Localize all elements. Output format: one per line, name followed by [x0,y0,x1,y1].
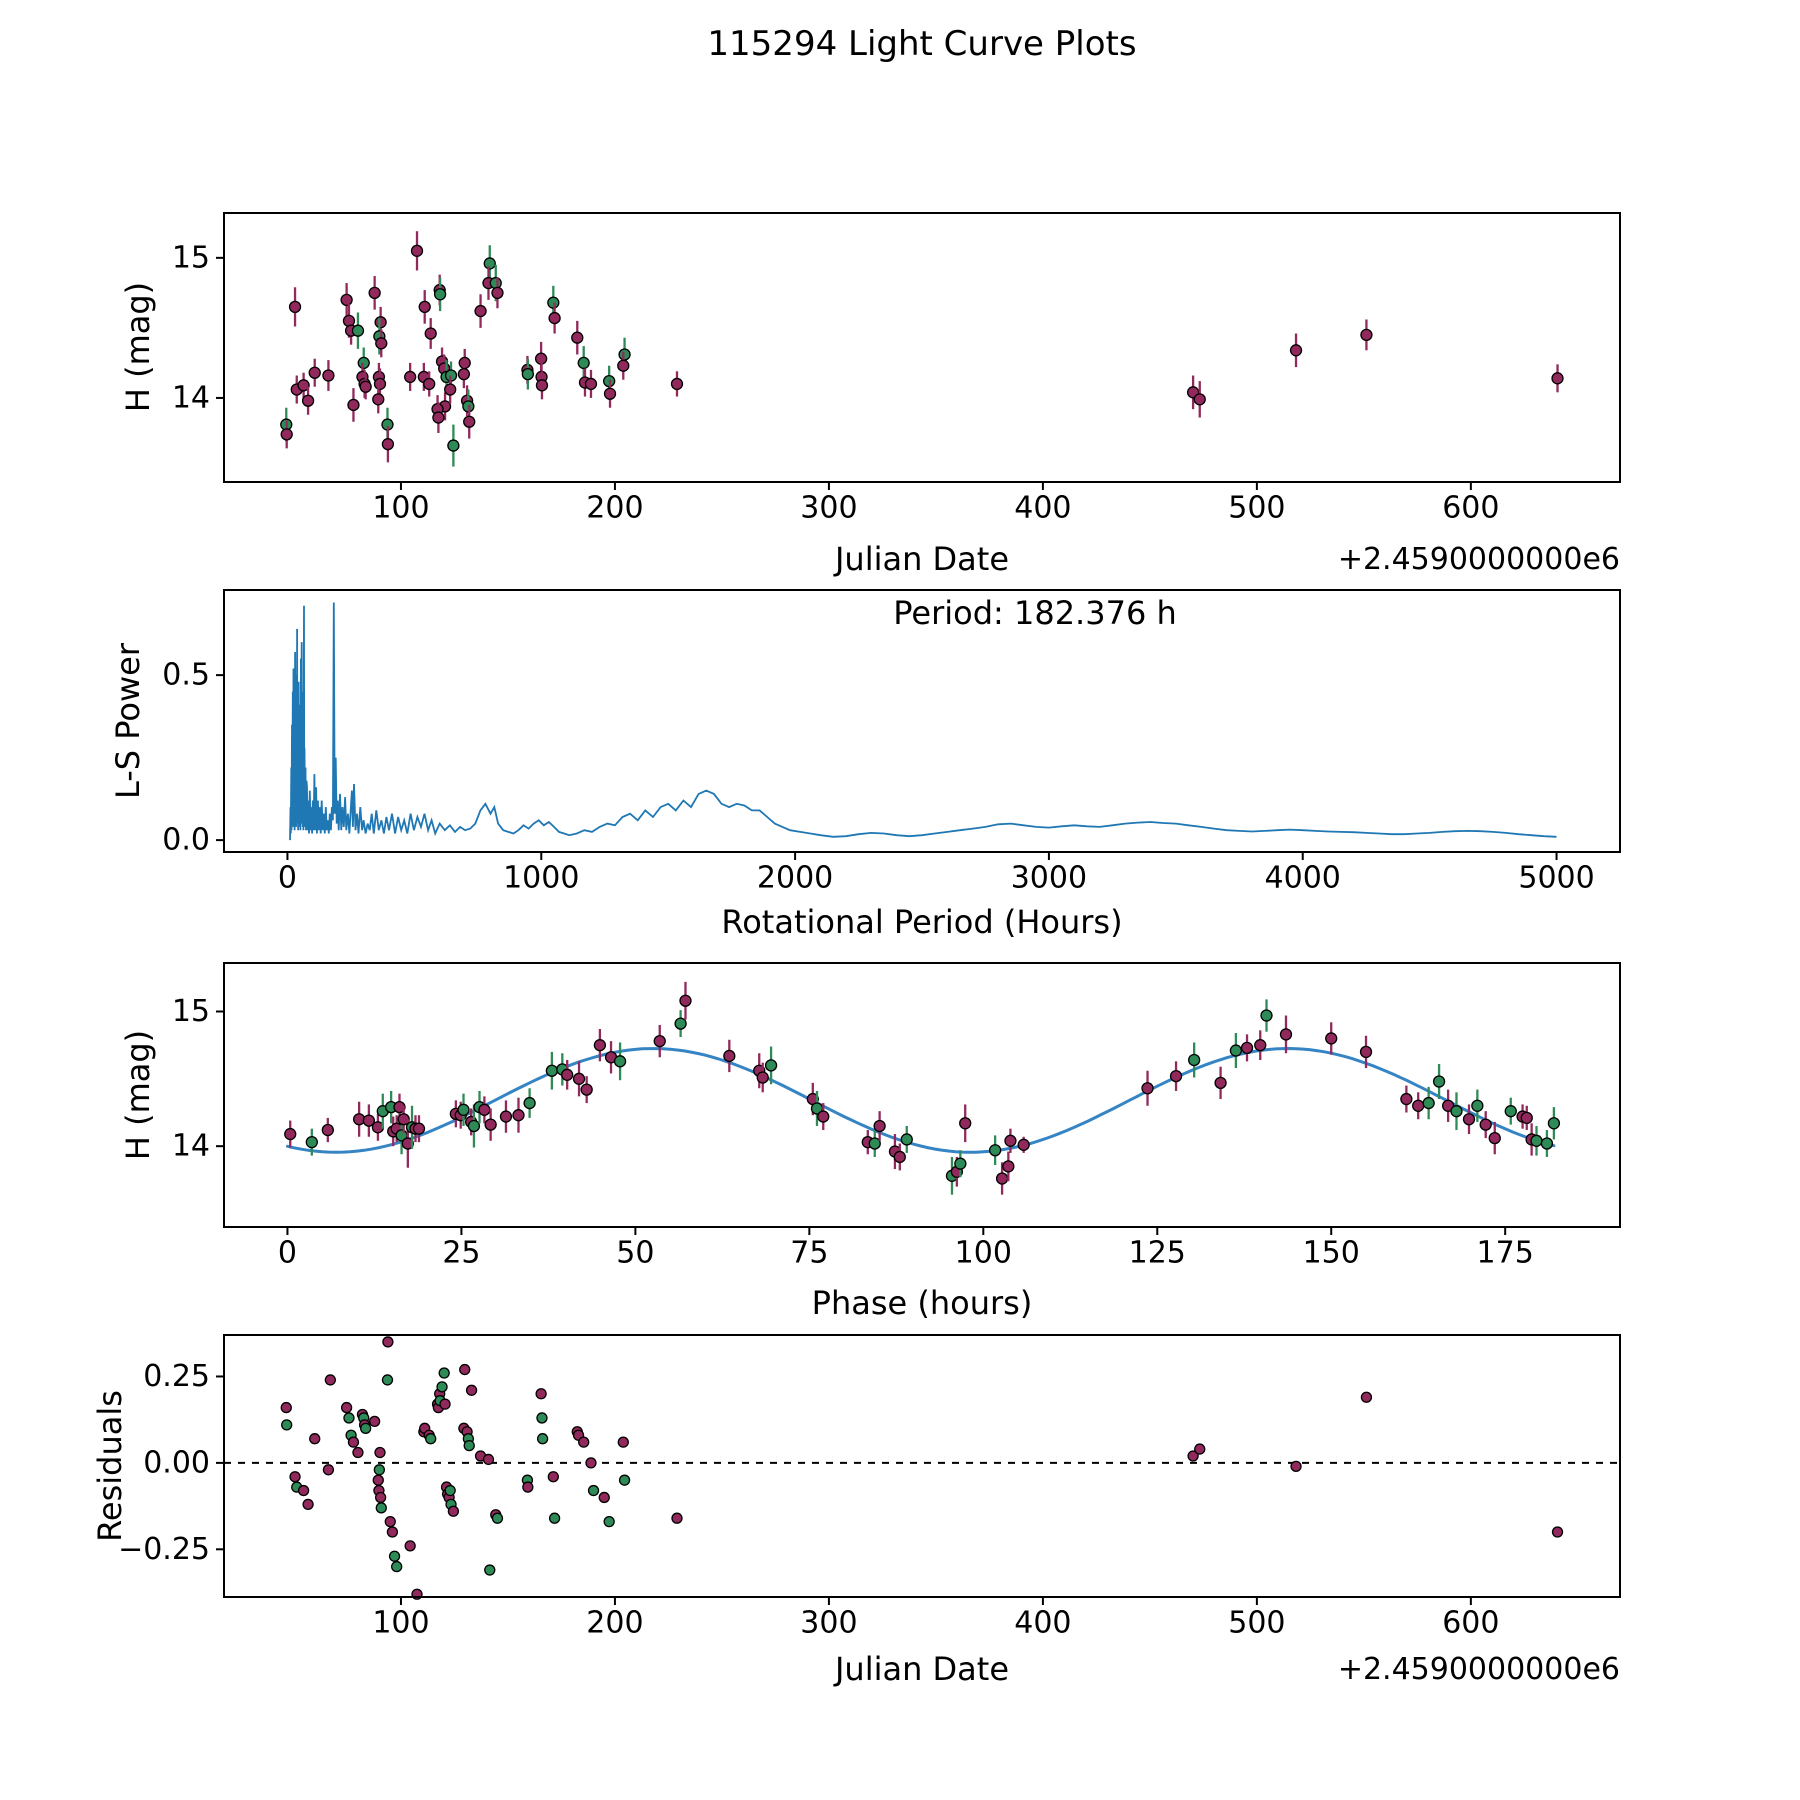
data-point [724,1050,735,1061]
data-point [671,378,682,389]
data-point [425,328,436,339]
x-tick-label: 125 [1128,1235,1186,1271]
axis-label-julian-date-bottom: Julian Date [834,1650,1010,1688]
x-tick-label: 100 [954,1235,1012,1271]
data-point [536,1389,546,1399]
data-point [1361,1392,1371,1402]
data-point [1472,1100,1483,1111]
data-point [323,1465,333,1475]
data-point [282,1420,292,1430]
subplot-phase [172,963,1620,1271]
data-point [536,380,547,391]
data-point [342,1403,352,1413]
y-tick-label: 0.00 [143,1445,210,1481]
y-tick-label: 15 [171,240,210,276]
data-point [383,1337,393,1347]
x-tick-label: 3000 [1010,860,1088,896]
data-point [757,1072,768,1083]
x-tick-label: 100 [372,1605,430,1641]
data-point [439,1368,449,1378]
data-point [387,1527,397,1537]
data-point [361,1423,371,1433]
data-point [1552,373,1563,384]
x-tick-label: 25 [442,1235,481,1271]
data-point [382,439,393,450]
data-point [1195,1444,1205,1454]
data-point [1215,1077,1226,1088]
axis-offset-julian-date-bottom: +2.4590000000e6 [1337,1652,1620,1687]
data-point [599,1492,609,1502]
data-point [874,1120,885,1131]
data-point [1434,1076,1445,1087]
data-point [376,1492,386,1502]
data-point [458,1104,469,1115]
x-tick-label: 600 [1442,1605,1500,1641]
x-tick-label: 50 [616,1235,655,1271]
data-point [375,1448,385,1458]
data-point [1361,329,1372,340]
data-point [290,301,301,312]
data-point [538,1434,548,1444]
data-point [358,357,369,368]
data-point [654,1036,665,1047]
data-point [955,1158,966,1169]
data-point [303,395,314,406]
data-point [343,315,354,326]
y-tick-label: 15 [171,993,210,1029]
data-point [1464,1114,1475,1125]
data-point [310,1434,320,1444]
data-point [546,1065,557,1076]
data-point [1326,1033,1337,1044]
data-point [1361,1046,1372,1057]
data-point [435,289,446,300]
y-tick-label: 0.5 [162,657,210,693]
data-point [376,1503,386,1513]
data-point [353,1448,363,1458]
y-tick-label: 14 [171,1128,210,1164]
data-point [370,1416,380,1426]
data-point [426,1434,436,1444]
data-point [458,369,469,380]
subplot-lightcurve [172,213,1620,526]
data-point [1401,1094,1412,1105]
data-point [281,429,292,440]
data-point [385,1517,395,1527]
data-point [523,1482,533,1492]
data-point [309,367,320,378]
data-point [490,278,501,289]
data-point [585,378,596,389]
data-point [437,1382,447,1392]
data-point [1018,1139,1029,1150]
data-point [390,1551,400,1561]
data-point [373,1475,383,1485]
data-point [818,1111,829,1122]
subplot-periodogram [162,590,1620,896]
data-point [620,1475,630,1485]
y-tick-label: −0.25 [118,1531,210,1567]
data-point [1553,1527,1563,1537]
data-point [990,1145,1001,1156]
x-tick-label: 600 [1442,490,1500,526]
data-point [522,369,533,380]
x-tick-label: 0 [277,860,298,896]
data-point [581,1084,592,1095]
x-tick-label: 300 [800,490,858,526]
x-tick-label: 200 [586,490,644,526]
data-point [475,306,486,317]
data-point [1194,394,1205,405]
x-tick-label: 4000 [1264,860,1341,896]
axis-label-h-mag-phase: H (mag) [119,1029,157,1161]
data-point [448,1506,458,1516]
data-point [413,1123,424,1134]
data-point [766,1060,777,1071]
data-point [901,1134,912,1145]
x-tick-label: 0 [277,1235,298,1271]
x-tick-label: 500 [1228,490,1286,526]
data-point [1489,1133,1500,1144]
data-point [376,338,387,349]
data-point [500,1111,511,1122]
y-tick-label: 0.25 [143,1358,210,1394]
data-point [492,1513,502,1523]
data-point [1005,1135,1016,1146]
data-point [549,313,560,324]
x-tick-label: 75 [790,1235,829,1271]
data-point [479,1104,490,1115]
data-point [524,1098,535,1109]
axis-offset-julian-date-top: +2.4590000000e6 [1337,542,1620,577]
data-point [464,1441,474,1451]
data-point [405,371,416,382]
data-point [618,360,629,371]
data-point [1505,1106,1516,1117]
data-point [467,1385,477,1395]
data-point [604,1517,614,1527]
data-point [440,1399,450,1409]
data-point [618,1437,628,1447]
data-point [680,995,691,1006]
axis-label-h-mag-top: H (mag) [119,281,157,413]
data-point [513,1110,524,1121]
data-point [572,332,583,343]
axis-label-residuals: Residuals [91,1390,129,1542]
x-tick-label: 400 [1014,490,1072,526]
data-point [672,1513,682,1523]
data-point [460,1365,470,1375]
data-point [537,1413,547,1423]
data-point [419,301,430,312]
data-point [1280,1029,1291,1040]
data-point [536,353,547,364]
data-point [374,378,385,389]
x-tick-label: 175 [1476,1235,1534,1271]
data-point [1261,1010,1272,1021]
x-tick-label: 1000 [503,860,580,896]
periodogram-line [290,603,1557,841]
data-point [303,1499,313,1509]
data-point [548,1472,558,1482]
data-point [1291,1461,1301,1471]
data-point [548,297,559,308]
data-point [1230,1045,1241,1056]
data-point [605,388,616,399]
x-tick-label: 100 [372,490,430,526]
data-point [348,1437,358,1447]
x-tick-label: 500 [1228,1605,1286,1641]
data-point [352,325,363,336]
x-tick-label: 2000 [756,860,834,896]
axes-frame [224,213,1620,482]
data-point [483,1454,493,1464]
data-point [1242,1042,1253,1053]
data-point [464,416,475,427]
data-point [360,381,371,392]
data-point [894,1151,905,1162]
x-tick-label: 150 [1302,1235,1360,1271]
data-point [374,1465,384,1475]
data-point [448,440,459,451]
data-point [1413,1100,1424,1111]
data-point [997,1173,1008,1184]
data-point [299,1486,309,1496]
data-point [468,1120,479,1131]
data-point [412,245,423,256]
data-point [341,294,352,305]
data-point [960,1118,971,1129]
data-point [325,1375,335,1385]
data-point [285,1129,296,1140]
data-point [433,412,444,423]
data-point [369,287,380,298]
data-point [322,1125,333,1136]
x-tick-label: 400 [1014,1605,1072,1641]
y-tick-label: 14 [171,380,210,416]
data-point [1189,1054,1200,1065]
x-tick-label: 5000 [1518,860,1595,896]
data-point [485,1565,495,1575]
data-point [281,1403,291,1413]
data-point [424,378,435,389]
data-point [562,1069,573,1080]
data-point [306,1137,317,1148]
data-point [373,394,384,405]
axis-label-ls-power: L-S Power [109,642,147,800]
data-point [586,1458,596,1468]
data-point [594,1040,605,1051]
data-point [574,1073,585,1084]
data-point [1423,1098,1434,1109]
data-point [485,1119,496,1130]
axis-label-phase-hours: Phase (hours) [811,1284,1033,1322]
data-point [675,1018,686,1029]
data-point [1291,345,1302,356]
data-point [445,1486,455,1496]
data-point [392,1562,402,1572]
data-point [375,317,386,328]
sinusoid-fit-line [288,1049,1554,1153]
data-point [290,1472,300,1482]
data-point [550,1513,560,1523]
data-point [615,1056,626,1067]
axis-label-julian-date-top: Julian Date [834,540,1010,578]
data-point [619,349,630,360]
data-point [1531,1135,1542,1146]
data-point [492,287,503,298]
data-point [1521,1112,1532,1123]
data-point [589,1486,599,1496]
data-point [579,1437,589,1447]
axis-label-rotational-period: Rotational Period (Hours) [721,903,1123,941]
data-point [1451,1106,1462,1117]
data-point [348,399,359,410]
axes-frame [224,1335,1620,1597]
data-point [1003,1161,1014,1172]
data-point [405,1541,415,1551]
subplot-residuals [118,1335,1620,1641]
data-point [578,357,589,368]
data-point [344,1413,354,1423]
data-point [1541,1138,1552,1149]
data-point [1171,1071,1182,1082]
y-tick-label: 0.0 [162,822,210,858]
data-point [1480,1119,1491,1130]
data-point [1548,1118,1559,1129]
figure-title: 115294 Light Curve Plots [707,24,1137,64]
x-tick-label: 200 [586,1605,644,1641]
data-point [445,384,456,395]
data-point [382,1375,392,1385]
data-point [323,370,334,381]
period-annotation: Period: 182.376 h [893,594,1177,632]
x-tick-label: 300 [800,1605,858,1641]
data-point [1142,1083,1153,1094]
data-point [484,258,495,269]
data-point [1255,1040,1266,1051]
